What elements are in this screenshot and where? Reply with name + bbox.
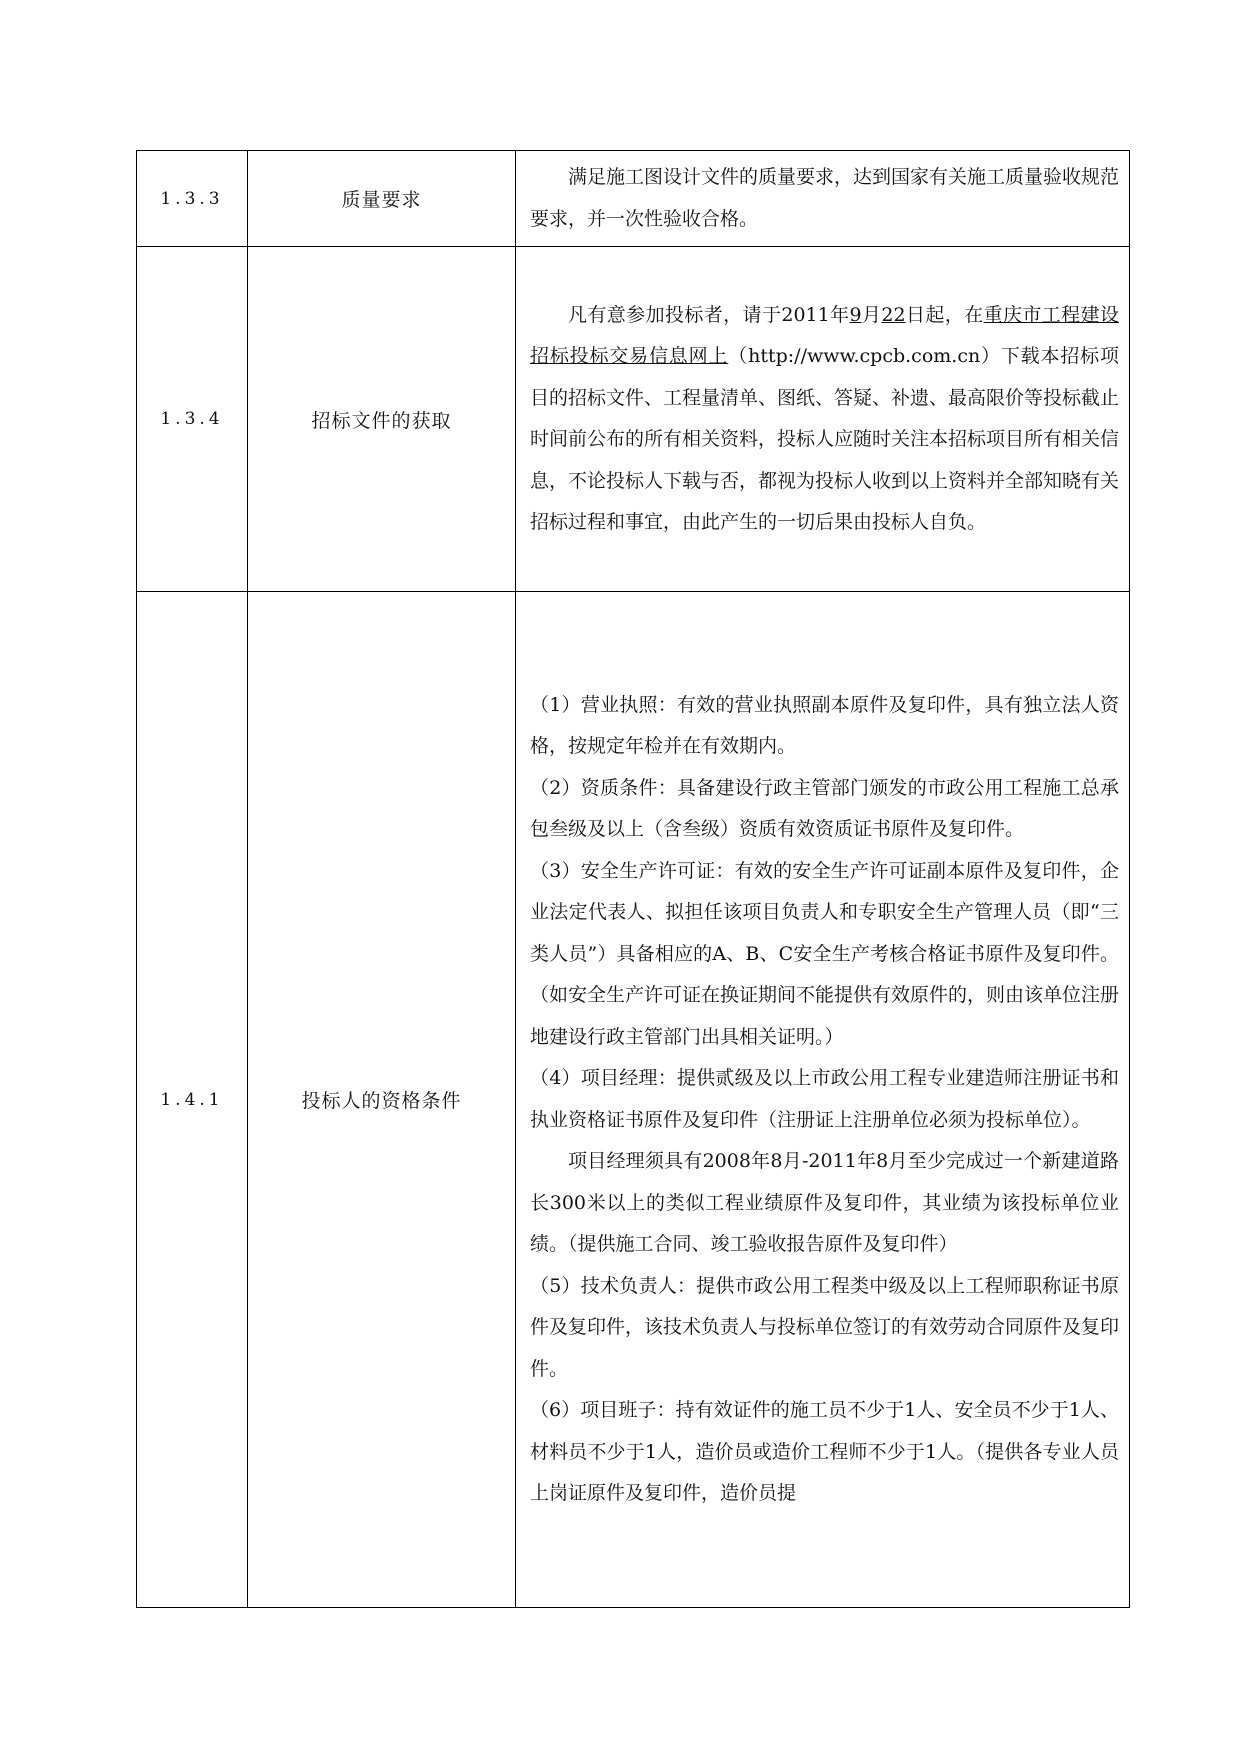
content-paragraph: 项目经理须具有2008年8月-2011年8月至少完成过一个新建道路长300米以上的类似工程业绩原件及复印件，其业绩为该投标单位业绩。（提供施工合同、竣工验收报告原件及复印件） — [530, 1150, 1119, 1255]
content-paragraph: （1）营业执照：有效的营业执照副本原件及复印件，具有独立法人资格，按规定年检并在有效期内。 — [530, 693, 1119, 757]
table-row — [137, 247, 1130, 592]
clause-content — [516, 247, 1130, 592]
table-row — [137, 151, 1130, 247]
clause-content — [516, 151, 1130, 247]
content-month: 9 — [849, 303, 862, 326]
clause-item: 招标文件的获取 — [248, 247, 516, 592]
content-year: 2011 — [781, 303, 830, 326]
table-row — [137, 592, 1130, 1608]
tender-info-table — [136, 150, 1130, 1608]
content-paragraph: （3）安全生产许可证：有效的安全生产许可证副本原件及复印件，企业法定代表人、拟担任该项目负责人和专职安全生产管理人员（即“三类人员”）具备相应的A、B、C安全生产考核合格证书原件及复印件。（如安全生产许可证在换证期间不能提供有效原件的，则由该单位注册地建设行政主管部门出具相关证明。） — [530, 859, 1120, 1048]
content-day: 22 — [881, 303, 906, 326]
content-rest: （http://www.cpcb.com.cn）下载本招标项目的招标文件、工程量清单、图纸、答疑、补遗、最高限价等投标截止时间前公布的所有相关资料，投标人应随时关注本招标项目所有相关信息，不论投标人下载与否，都视为投标人收到以上资料并全部知晓有关招标过程和事宜，由此产生的一切后果由投标人自负。 — [530, 345, 1120, 533]
content-paragraph: 满足施工图设计文件的质量要求，达到国家有关施工质量验收规范要求，并一次性验收合格。 — [530, 166, 1120, 230]
content-paragraph — [530, 295, 1119, 544]
content-intro: 凡有意参加投标者，请于 — [568, 303, 782, 326]
content-paragraph: （5）技术负责人：提供市政公用工程类中级及以上工程师职称证书原件及复印件，该技术负责人与投标单位签订的有效劳动合同原件及复印件。 — [530, 1274, 1120, 1380]
clause-item: 投标人的资格条件 — [248, 592, 516, 1608]
content-day-unit: 日起，在 — [905, 303, 984, 326]
content-year-unit: 年 — [829, 303, 850, 326]
content-paragraph: （2）资质条件：具备建设行政主管部门颁发的市政公用工程施工总承包叁级及以上（含叁级）资质有效资质证书原件及复印件。 — [530, 776, 1119, 840]
content-paragraph: （4）项目经理：提供贰级及以上市政公用工程专业建造师注册证书和执业资格证书原件及复印件（注册证上注册单位必须为投标单位）。 — [530, 1067, 1119, 1131]
content-paragraph: （6）项目班子：持有效证件的施工员不少于1人、安全员不少于1人、材料员不少于1人，造价员或造价工程师不少于1人。（提供各专业人员上岗证原件及复印件，造价员提 — [530, 1399, 1119, 1504]
content-site: 重庆市工程建设招标投标交易信息网上 — [530, 303, 1119, 367]
clause-number: 1.4.1 — [137, 592, 248, 1608]
clause-item: 质量要求 — [248, 151, 516, 247]
clause-number: 1.3.4 — [137, 247, 248, 592]
content-month-unit: 月 — [861, 303, 882, 326]
clause-number: 1.3.3 — [137, 151, 248, 247]
clause-content — [516, 592, 1130, 1608]
